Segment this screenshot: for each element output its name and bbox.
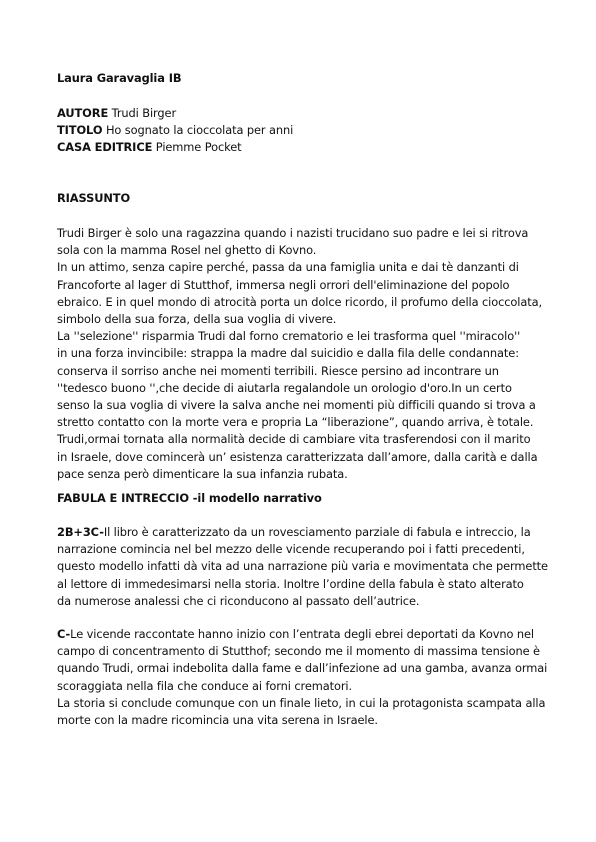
fabula-p1-line: al lettore di immedesimarsi nella storia. Inoltre l’ordine della fabula è stato alterato	[57, 576, 524, 591]
author-line	[57, 70, 557, 87]
fabula-p1-line: questo modello infatti dà vita ad una narrazione più varia e movimentata che permette	[57, 559, 548, 574]
riassunto-line: in Israele, dove comincerà un’ esistenza caratterizzata dall’amore, dalla carità e dalla	[57, 449, 538, 464]
fabula-p1-line: narrazione comincia nel bel mezzo delle vicende recuperando poi i fatti precedenti,	[57, 542, 525, 557]
riassunto-line: ''tedesco buono '',che decide di aiutarla regalandole un orologio d'oro.In un certo	[57, 380, 512, 395]
fabula-p2-line: quando Trudi, ormai indebolita dalla fame e dall’infezione ad una gamba, avanza ormai	[57, 661, 548, 676]
riassunto-line: sola con la mamma Rosel nel ghetto di Kovno.	[57, 243, 317, 258]
fabula-paragraph-1	[57, 524, 557, 610]
riassunto-line: simbolo della sua forza, della sua voglia di vivere.	[57, 312, 337, 327]
autore-label: AUTORE	[57, 106, 109, 120]
riassunto-heading-block	[57, 190, 557, 207]
fabula-heading-block	[57, 490, 557, 507]
fabula-heading: FABULA E INTRECCIO -il modello narrativo	[57, 491, 322, 505]
fabula-p2-line: scoraggiata nella fila che conduce ai forni crematori.	[57, 678, 353, 693]
meta-editrice	[57, 139, 557, 156]
fabula-paragraph-2	[57, 626, 557, 729]
riassunto-line: ebraico. E in quel mondo di atrocità porta un dolce ricordo, il profumo della cioccolata,	[57, 294, 543, 309]
student-name: Laura Garavaglia IB	[57, 71, 182, 85]
riassunto-line: Francoforte al lager di Stutthof, immersa negli orrori dell'eliminazione del popolo	[57, 277, 510, 292]
fabula-p2-first-line	[57, 626, 557, 643]
fabula-p2-line: morte con la madre ricomincia una vita serena in Israele.	[57, 713, 378, 728]
riassunto-line: senso la sua voglia di vivere la salva anche nei momenti più difficili quando si trova a	[57, 398, 536, 413]
fabula-p2-line: La storia si conclude comunque con un finale lieto, in cui la protagonista scampata alla	[57, 695, 546, 710]
titolo-value: Ho sognato la cioccolata per anni	[105, 123, 294, 138]
fabula-p1-first-line	[57, 524, 557, 541]
riassunto-line: Trudi Birger è solo una ragazzina quando i nazisti trucidano suo padre e lei si ritrova	[57, 226, 529, 240]
meta-titolo	[57, 122, 557, 139]
fabula-p2-label: C-	[57, 627, 71, 641]
riassunto-line: In un attimo, senza capire perché, passa da una famiglia unita e dai tè danzanti di	[57, 260, 519, 275]
riassunto-line: pace senza però dimenticare la sua infanzia rubata.	[57, 466, 348, 481]
fabula-p1-first-text: Il libro è caratterizzato da un rovesciamento parziale di fabula e intreccio, la	[103, 525, 531, 539]
riassunto-line: Trudi,ormai tornata alla normalità decide di cambiare vita trasferendosi con il marito	[57, 432, 531, 447]
riassunto-heading: RIASSUNTO	[57, 191, 131, 205]
editrice-label: CASA EDITRICE	[57, 140, 153, 155]
fabula-p1-line: da numerose analessi che ci riconducono al passato dell’autrice.	[57, 593, 420, 608]
riassunto-line: La ''selezione'' risparmia Trudi dal forno crematorio e lei trasforma quel ''miracolo''	[57, 329, 521, 344]
meta-autore	[57, 105, 557, 122]
editrice-value: Piemme Pocket	[155, 140, 242, 155]
riassunto-paragraph	[57, 225, 557, 483]
autore-value: Trudi Birger	[111, 106, 177, 120]
fabula-p2-first-text: Le vicende raccontate hanno inizio con l’entrata degli ebrei deportati da Kovno nel	[70, 627, 534, 641]
book-metadata	[57, 105, 557, 157]
riassunto-line: stretto contatto con la morte vera e propria La “liberazione”, quando arriva, è totale.	[57, 415, 534, 430]
fabula-p2-line: campo di concentramento di Stutthof; secondo me il momento di massima tensione è	[57, 644, 540, 659]
fabula-p1-label: 2B+3C-	[57, 525, 104, 539]
riassunto-line: conserva il sorriso anche nei momenti terribili. Riesce persino ad incontrare un	[57, 363, 499, 378]
riassunto-line: in una forza invincibile: strappa la madre dal suicidio e dalla fila delle condannate:	[57, 346, 519, 361]
titolo-label: TITOLO	[57, 123, 103, 138]
